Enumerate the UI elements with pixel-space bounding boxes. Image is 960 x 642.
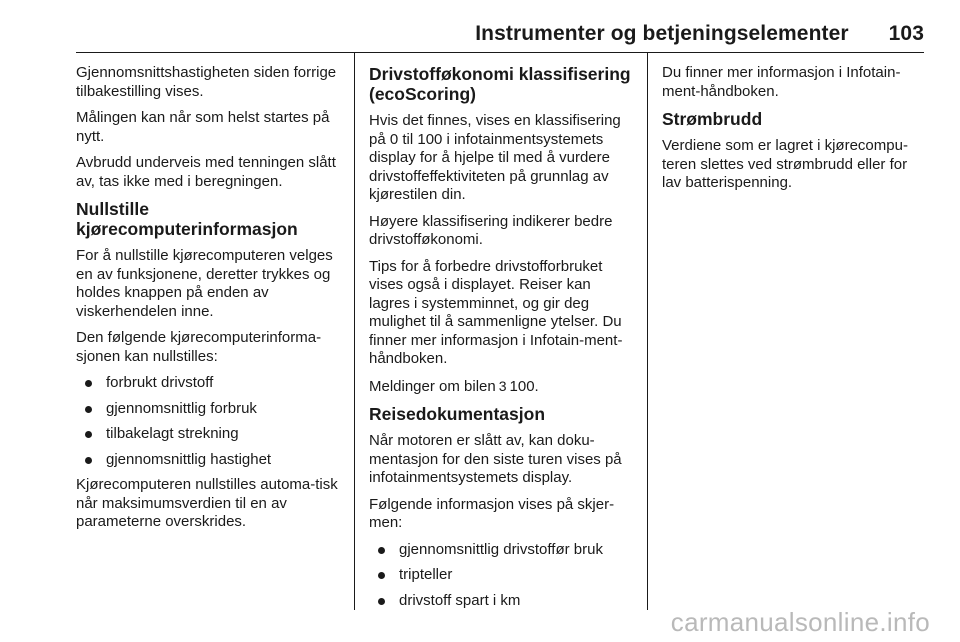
list-item-text: gjennomsnittlig drivstoffør bruk <box>399 540 603 558</box>
heading-line: kjørecomputerinformasjon <box>76 219 298 239</box>
list-item <box>76 451 340 470</box>
column-3 <box>662 64 926 201</box>
column-2 <box>369 64 633 617</box>
column-1 <box>76 64 340 540</box>
heading-line: Nullstille <box>76 199 149 219</box>
bullet-icon <box>85 457 92 464</box>
bullet-icon <box>85 406 92 413</box>
paragraph: Målingen kan når som helst startes på nytt. <box>76 109 330 145</box>
list-item-text: forbrukt drivstoff <box>106 374 214 391</box>
header-rule <box>76 52 924 53</box>
section-heading-reset <box>76 199 340 239</box>
chapter-title: Instrumenter og betjeningselementer <box>475 22 849 45</box>
reference-page[interactable]: 100. <box>509 377 539 395</box>
list-item <box>76 400 340 419</box>
list-item <box>369 541 633 560</box>
list-item-text: gjennomsnittlig forbruk <box>106 399 257 417</box>
paragraph: Avbrudd underveis med tenningen slått av, tas ikke med i beregningen. <box>76 154 336 190</box>
list-item <box>76 425 340 444</box>
bullet-icon <box>85 431 92 438</box>
list-item-text: gjennomsnittlig hastighet <box>106 450 272 468</box>
paragraph: Hvis det finnes, vises en klassifisering på 0 til 100 i infotainmentsystemets display for å hjelpe til med å vurdere drivstoffeffektiviteten på grunnlag av kjørestilen din. <box>369 112 621 203</box>
page-number: 103 <box>888 22 924 45</box>
list-item <box>369 566 633 585</box>
page-reference-icon: 3 <box>498 377 507 394</box>
reset-list <box>76 374 340 469</box>
info-list <box>369 541 633 611</box>
paragraph: Gjennomsnittshastigheten siden forrige tilbakestilling vises. <box>76 64 337 100</box>
section-heading-trip-documentation: Reisedokumentasjon <box>369 404 546 424</box>
list-item-text: tilbakelagt strekning <box>106 425 239 442</box>
paragraph: For å nullstille kjørecomputeren velges en av funksjonene, deretter trykkes og holdes knappen på enden av viskerhendelen inne. <box>76 247 333 320</box>
section-heading-power-failure: Strømbrudd <box>662 109 763 129</box>
reference-text: Meldinger om bilen <box>369 377 496 395</box>
bullet-icon <box>378 547 385 554</box>
paragraph: Kjørecomputeren nullstilles automa-tisk når maksimumsverdien til en av parameterne overskrides. <box>76 476 338 530</box>
paragraph: Når motoren er slått av, kan doku-mentasjon for den siste turen vises på infotainmentsystemets display. <box>369 432 622 486</box>
list-item <box>369 592 633 611</box>
paragraph-reference <box>369 377 633 397</box>
column-divider <box>647 52 648 610</box>
bullet-icon <box>378 572 385 579</box>
list-item <box>76 374 340 393</box>
paragraph: Følgende informasjon vises på skjer-men: <box>369 495 615 531</box>
paragraph: Tips for å forbedre drivstofforbruket vises også i displayet. Reiser kan lagres i systemminnet, og gir deg mulighet til å sammenligne ytelser. Du finner mer informasjon i Infotain-ment-håndboken. <box>369 257 623 367</box>
page-header <box>475 22 924 46</box>
list-item-text: drivstoff spart i km <box>399 591 521 609</box>
section-heading-ecoscoring: Drivstofføkonomi klassifisering (ecoScoring) <box>369 64 631 104</box>
bullet-icon <box>378 598 385 605</box>
column-divider <box>354 52 355 610</box>
list-item-text: tripteller <box>399 566 453 583</box>
bullet-icon <box>85 380 92 387</box>
paragraph: Du finner mer informasjon i Infotain-ment-håndboken. <box>662 64 901 100</box>
paragraph: Verdiene som er lagret i kjørecompu-teren slettes ved strømbrudd eller for lav batterispenning. <box>662 137 908 191</box>
paragraph: Den følgende kjørecomputerinforma-sjonen kan nullstilles: <box>76 329 322 365</box>
paragraph: Høyere klassifisering indikerer bedre drivstofføkonomi. <box>369 212 613 248</box>
watermark: carmanualsonline.info <box>670 607 930 637</box>
